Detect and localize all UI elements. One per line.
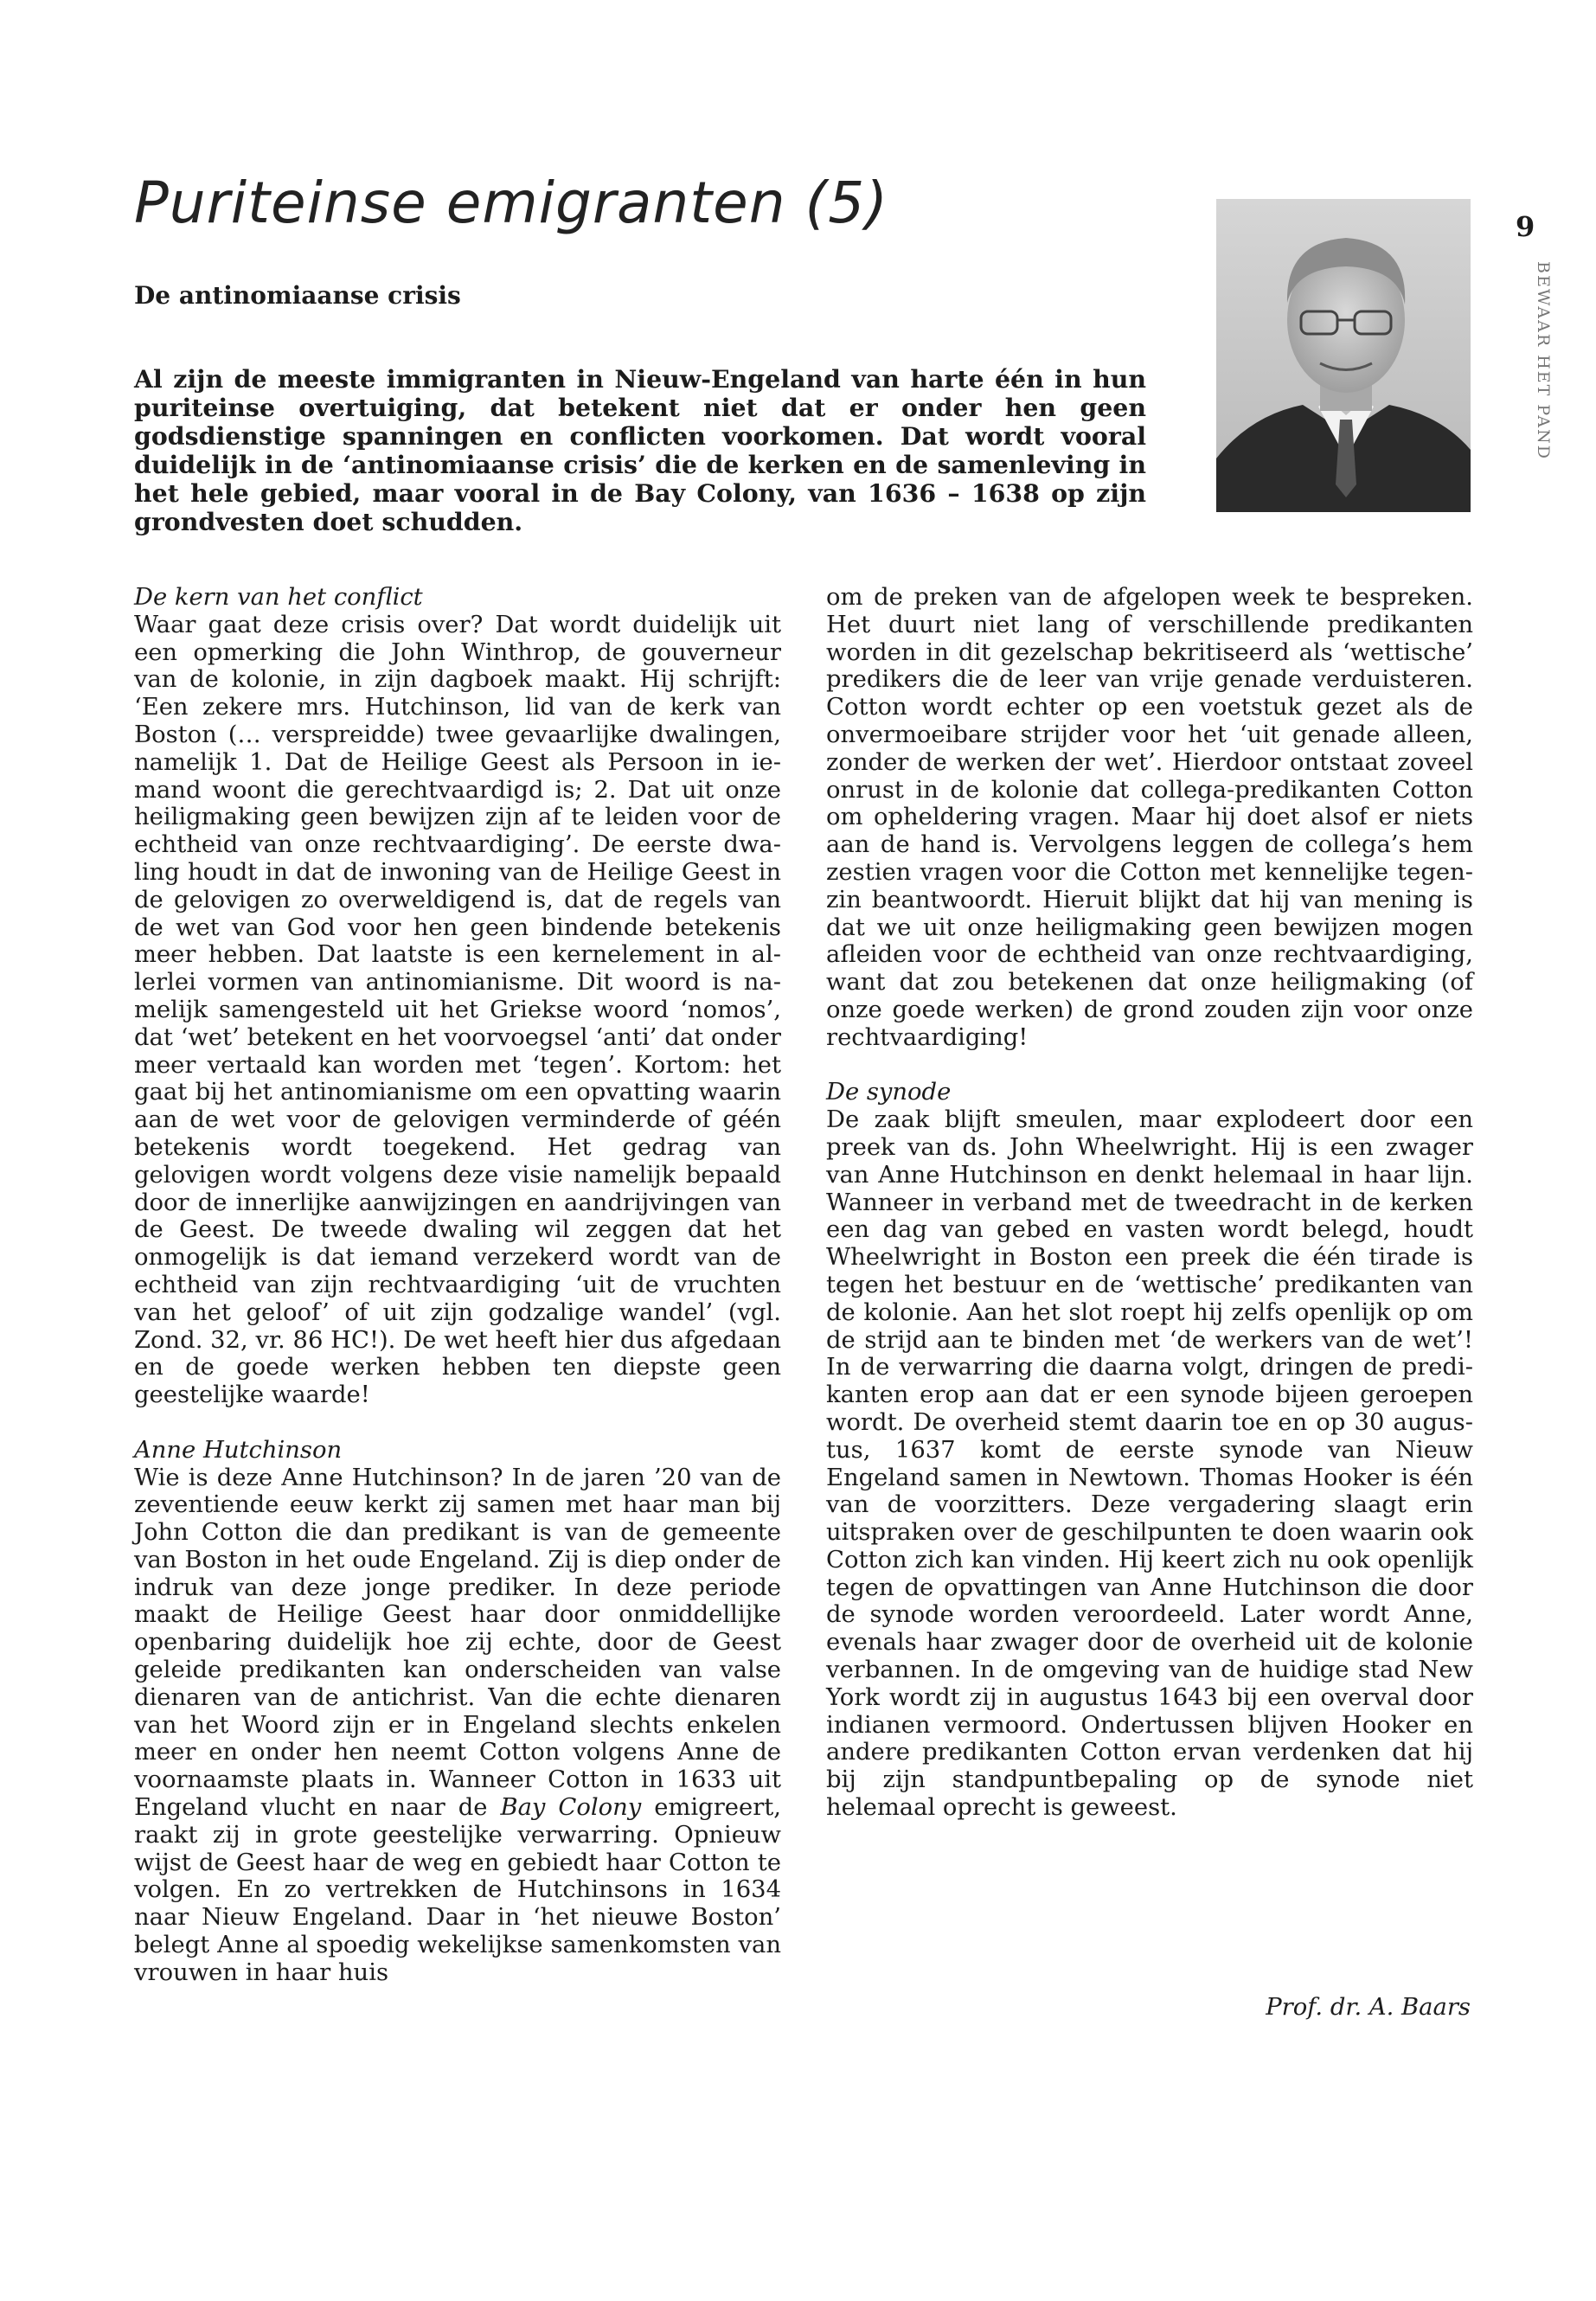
section-heading-kern: De kern van het conflict — [134, 584, 423, 611]
section-body-anne — [134, 1465, 781, 1987]
anne-text-part-1: Wie is deze Anne Hutchinson? In de jaren ’20 van de zeventiende eeuw kerkt zij samen met haar man bij John Cotton die dan predikant is van de gemeente van Boston in het oude Engeland. Zij is diep onder de indruk van deze jonge prediker. In deze periode maakt de Heilige Geest haar door onmiddellijke openbaring duidelijk hoe zij echte, door de Geest geleide predikanten kan onderscheiden van valse dienaren van de antichrist. Van die echte dienaren van het Woord zijn er in Engeland slechts enkelen meer en onder hen neemt Cotton volgens Anne de voornaamste plaats in. Wanneer Cotton in 1633 uit Engeland vlucht en naar de — [134, 1464, 781, 1822]
page-number: 9 — [1516, 210, 1535, 243]
left-column — [134, 584, 781, 1987]
section-heading-anne: Anne Hutchinson — [134, 1436, 343, 1464]
right-column — [826, 584, 1473, 1822]
side-label: BEWAAR HET PAND — [1534, 261, 1553, 460]
article-subtitle: De antinomiaanse crisis — [134, 281, 461, 310]
section-body-synode: De zaak blijft smeulen, maar explodeert door een preek van ds. John Wheelwright. Hij is een zwager van Anne Hutchinson en denkt helemaal in haar lijn. Wanneer in verband met de tweedracht in de kerken een dag van gebed en vasten wordt belegd, houdt Wheelwright in Boston een preek die één tirade is tegen het bestuur en de ‘wettische’ predikanten van de kolonie. Aan het slot roept hij zelfs openlijk op om de strijd aan te binden met ‘de werkers van de wet’! In de verwarring die daarna volgt, dringen de predikanten erop aan dat er een synode bijeen geroepen wordt. De overheid stemt daarin toe en op 30 augustus, 1637 komt de eerste synode van Nieuw Engeland samen in Newtown. Thomas Hooker is één van de voorzitters. Deze vergadering slaagt erin uitspraken over de geschilpunten te doen waarin ook Cotton zich kan vinden. Hij keert zich nu ook openlijk tegen de opvattingen van Anne Hutchinson die door de synode worden veroordeeld. Later wordt Anne, evenals haar zwager door de overheid uit de kolonie verbannen. In de omgeving van de huidige stad New York wordt zij in augustus 1643 bij een overval door indianen vermoord. Ondertussen blijven Hooker en andere predikanten Cotton ervan verdenken dat hij bij zijn standpuntbepaling op de synode niet helemaal oprecht is geweest. — [826, 1106, 1473, 1822]
section-body-anne-continued: om de preken van de afgelopen week te bespreken. Het duurt niet lang of verschillende predikanten worden in dit gezelschap bekritiseerd als ‘wettische’ predikers die de leer van vrije genade verduisteren. Cotton wordt echter op een voetstuk gezet als de onvermoeibare strijder voor het ‘uit genade alleen, zonder de werken der wet’. Hierdoor ontstaat zoveel onrust in de kolonie dat collega-predikanten Cotton om opheldering vragen. Maar hij doet alsof er niets aan de hand is. Vervolgens leggen de collega’s hem zestien vragen voor die Cotton met kennelijke tegenzin beantwoordt. Hieruit blijkt dat hij van mening is dat we uit onze heiligmaking geen bewijzen mogen afleiden voor de echtheid van onze rechtvaardiging, want dat zou betekenen dat onze heiligmaking (of onze goede werken) de grond zouden zijn voor onze rechtvaardiging! — [826, 584, 1473, 1051]
author-portrait-image — [1216, 199, 1471, 512]
article-title: Puriteinse emigranten (5) — [134, 170, 889, 236]
author-byline: Prof. dr. A. Baars — [1266, 1994, 1471, 2021]
article-intro: Al zijn de meeste immigranten in Nieuw-Engeland van harte één in hun puriteinse overtuiging, dat betekent niet dat er onder hen geen godsdienstige spanningen en conflicten voorkomen. Dat wordt vooral duidelijk in de ‘antinomiaanse crisis’ die de kerken en de samenleving in het hele gebied, maar vooral in de Bay Colony, van 1636 – 1638 op zijn grondvesten doet schudden. — [134, 364, 1146, 536]
section-body-kern: Waar gaat deze crisis over? Dat wordt duidelijk uit een opmerking die John Winthrop, de gouverneur van de kolonie, in zijn dagboek maakt. Hij schrijft: ‘Een zekere mrs. Hutchinson, lid van de kerk van Boston (… verspreidde) twee gevaarlijke dwalingen, namelijk 1. Dat de Heilige Geest als Persoon in iemand woont die gerechtvaardigd is; 2. Dat uit onze heiligmaking geen bewijzen zijn af te leiden voor de echtheid van onze rechtvaardiging’. De eerste dwaling houdt in dat de inwoning van de Heilige Geest in de gelovigen zo overweldigend is, dat de regels van de wet van God voor hen geen bindende betekenis meer hebben. Dat laatste is een kernelement in allerlei vormen van antinomianisme. Dit woord is namelijk samengesteld uit het Griekse woord ‘nomos’, dat ‘wet’ betekent en het voorvoegsel ‘anti’ dat onder meer vertaald kan worden met ‘tegen’. Kortom: het gaat bij het antinomianisme om een opvatting waarin aan de wet voor de gelovigen verminderde of géén betekenis wordt toegekend. Het gedrag van gelovigen wordt volgens deze visie namelijk bepaald door de innerlijke aanwijzingen en aandrijvingen van de Geest. De tweede dwaling wil zeggen dat het onmogelijk is dat iemand verzekerd wordt van de echtheid van zijn rechtvaardiging ‘uit de vruchten van het geloof’ of uit zijn godzalige wandel’ (vgl. Zond. 32, vr. 86 HC!). De wet heeft hier dus afgedaan en de goede werken hebben ten diepste geen geestelijke waarde! — [134, 611, 781, 1409]
anne-text-part-2: emigreert, raakt zij in grote geestelijke verwarring. Opnieuw wijst de Geest haar de weg en gebiedt haar Cotton te volgen. En zo vertrekken de Hutchinsons in 1634 naar Nieuw Engeland. Daar in ‘het nieuwe Boston’ belegt Anne al spoedig wekelijkse samenkomsten van vrouwen in haar huis — [134, 1794, 782, 1986]
anne-text-emphasis: Bay Colony — [500, 1794, 642, 1822]
author-photo — [1216, 199, 1471, 512]
section-heading-synode: De synode — [826, 1079, 952, 1106]
